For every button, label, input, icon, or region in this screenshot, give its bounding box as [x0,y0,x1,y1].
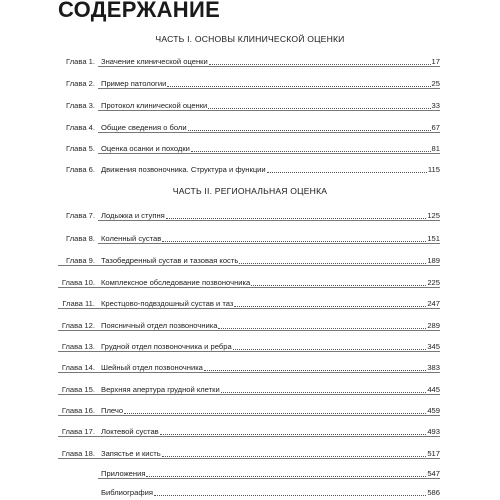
dot-leader [251,284,426,286]
toc-entry-chapter-13[interactable] [0,341,500,353]
divider [58,436,440,437]
dot-leader [267,171,427,173]
divider [98,132,440,133]
dot-leader [162,455,427,457]
page-title: СОДЕРЖАНИЕ [58,0,221,22]
chapter-title: Грудной отдел позвоночника и ребра [101,342,232,351]
page-number: 547 [427,469,440,478]
chapter-number: Глава 5. [66,144,95,153]
chapter-title: Коленный сустав [101,234,162,243]
page-number: 189 [427,256,440,265]
divider [98,88,440,89]
divider [58,458,440,459]
page-number: 25 [431,79,440,88]
part-2-heading: ЧАСТЬ II. РЕГИОНАЛЬНАЯ ОЦЕНКА [172,186,328,196]
page-number: 125 [427,211,440,220]
divider [58,330,440,331]
toc-entry-chapter-17[interactable] [0,426,500,438]
toc-entry-bibliography[interactable] [0,487,500,499]
toc-entry-appendices[interactable] [0,468,500,480]
dot-leader [208,107,430,109]
chapter-title: Протокол клинической оценки [101,101,208,110]
dot-leader [233,348,427,350]
divider [58,394,440,395]
divider [58,265,440,266]
chapter-number: Глава 14. [61,363,95,372]
chapter-title: Лодыжка и ступня [101,211,165,220]
chapter-title: Оценка осанки и походки [101,144,190,153]
toc-entry-chapter-11[interactable] [0,298,500,310]
section-title: Приложения [101,469,146,478]
dot-leader [209,63,431,65]
dot-leader [154,494,426,496]
divider [58,287,440,288]
chapter-title: Запястье и кисть [101,449,161,458]
chapter-title: Шейный отдел позвоночника [101,363,203,372]
page-number: 586 [427,488,440,497]
dot-leader [191,150,431,152]
dot-leader [218,327,426,329]
dot-leader [162,240,426,242]
page-number: 225 [427,278,440,287]
toc-entry-chapter-4[interactable] [0,122,500,134]
chapter-title: Значение клинической оценки [101,57,208,66]
dot-leader [204,369,426,371]
chapter-title: Тазобедренный сустав и тазовая кость [101,256,239,265]
divider [98,243,440,244]
toc-entry-chapter-14[interactable] [0,362,500,374]
toc-entry-chapter-16[interactable] [0,405,500,417]
chapter-number: Глава 3. [66,101,95,110]
chapter-number: Глава 15. [61,385,95,394]
page-number: 493 [427,427,440,436]
page-number: 247 [427,299,440,308]
chapter-number: Глава 12. [61,321,95,330]
dot-leader [234,305,426,307]
toc-entry-chapter-10[interactable] [0,277,500,289]
chapter-number: Глава 8. [66,234,95,243]
chapter-title: Крестцово-подвздошный сустав и таз [101,299,234,308]
page-number: 517 [427,449,440,458]
chapter-title: Общие сведения о боли [101,123,187,132]
chapter-title: Движения позвоночника. Структура и функции [101,165,266,174]
dot-leader [188,129,431,131]
page-number: 81 [431,144,440,153]
toc-entry-chapter-6[interactable] [0,164,500,176]
toc-entry-chapter-8[interactable] [0,233,500,245]
dot-leader [166,217,427,219]
dot-leader [239,262,426,264]
divider [58,351,440,352]
page-number: 151 [427,234,440,243]
toc-entry-chapter-3[interactable] [0,100,500,112]
divider [58,372,440,373]
toc-entry-chapter-18[interactable] [0,448,500,460]
divider [98,153,440,154]
chapter-title: Локтевой сустав [101,427,159,436]
section-title: Библиография [101,488,153,497]
chapter-number: Глава 9. [66,256,95,265]
chapter-number: Глава 11. [62,299,95,308]
toc-entry-chapter-2[interactable] [0,78,500,90]
page-number: 33 [431,101,440,110]
chapter-number: Глава 7. [66,211,95,220]
page-number: 345 [427,342,440,351]
toc-entry-chapter-5[interactable] [0,143,500,155]
chapter-number: Глава 1. [66,57,95,66]
page-number: 289 [427,321,440,330]
page-number: 115 [427,165,440,174]
chapter-title: Комплексное обследование позвоночника [101,278,251,287]
page-number: 383 [427,363,440,372]
dot-leader [221,391,427,393]
chapter-number: Глава 16. [61,406,95,415]
chapter-number: Глава 10. [61,278,95,287]
chapter-number: Глава 6. [66,165,95,174]
page-number: 445 [427,385,440,394]
toc-entry-chapter-12[interactable] [0,320,500,332]
dot-leader [146,475,426,477]
chapter-number: Глава 17. [61,427,95,436]
chapter-title: Плечо [101,406,124,415]
toc-entry-chapter-9[interactable] [0,255,500,267]
dot-leader [124,412,426,414]
divider [58,308,440,309]
chapter-number: Глава 4. [66,123,95,132]
divider [98,110,440,111]
divider [98,220,440,221]
page-number: 67 [431,123,440,132]
page-number: 17 [431,57,440,66]
dot-leader [160,433,427,435]
chapter-number: Глава 18. [61,449,95,458]
part-1-heading: ЧАСТЬ I. ОСНОВЫ КЛИНИЧЕСКОЙ ОЦЕНКИ [155,34,345,44]
toc-entry-chapter-1[interactable] [0,56,500,68]
divider [98,478,440,479]
divider [98,66,440,67]
chapter-title: Верхняя апертура грудной клетки [101,385,220,394]
dot-leader [167,85,430,87]
toc-entry-chapter-15[interactable] [0,384,500,396]
chapter-number: Глава 13. [61,342,95,351]
toc-entry-chapter-7[interactable] [0,210,500,222]
page-number: 459 [427,406,440,415]
chapter-title: Пример патологии [101,79,167,88]
divider [58,415,440,416]
chapter-title: Поясничный отдел позвоночника [101,321,218,330]
chapter-number: Глава 2. [66,79,95,88]
